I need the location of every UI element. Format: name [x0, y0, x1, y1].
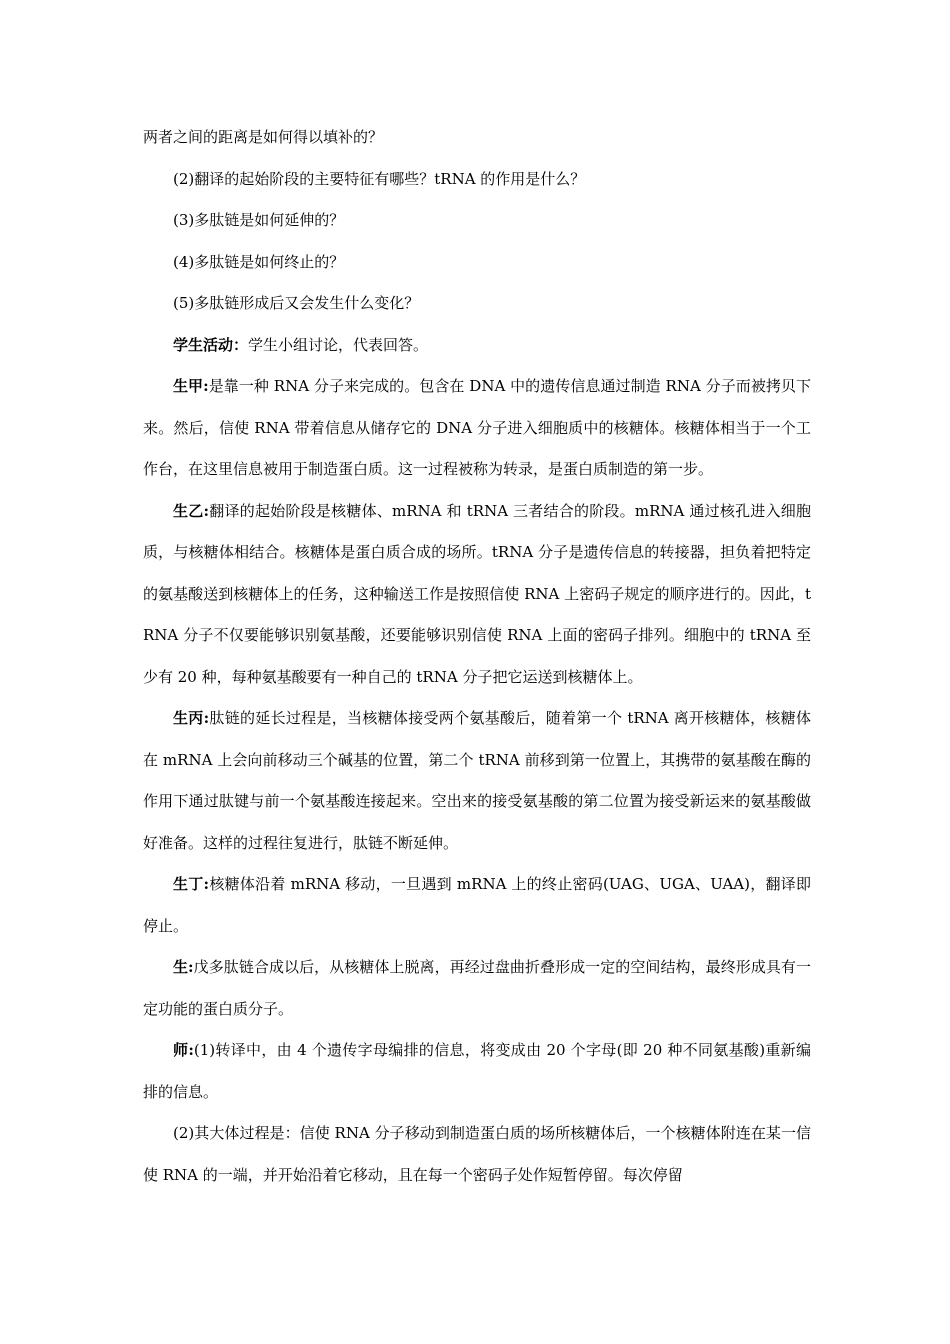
document-page [143, 117, 811, 1196]
question-2: (2)翻译的起始阶段的主要特征有哪些？tRNA 的作用是什么？ [173, 169, 586, 188]
teacher-point-2: (2)其大体过程是：信使 RNA 分子移动到制造蛋白质的场所核糖体后，一个核糖体附连在某一信使 RNA 的一端，并开始沿着它移动，且在每一个密码子处作短暂停留。每次停留 [143, 1124, 811, 1184]
question-5: (5)多肽链形成后又会发生什么变化？ [173, 294, 420, 312]
speaker-label: 生丙: [173, 709, 210, 727]
teacher-text: (1)转译中，由 4 个遗传字母编排的信息，将变成由 20 个字母(即 20 种不同氨基酸)重新编排的信息。 [143, 1041, 811, 1101]
student-activity [143, 325, 811, 367]
answer-text: 戊多肽链合成以后，从核糖体上脱离，再经过盘曲折叠形成一定的空间结构，最终形成具有一定功能的蛋白质分子。 [143, 958, 811, 1018]
student-activity-label: 学生活动： [173, 335, 249, 354]
speaker-label: 生甲: [173, 377, 209, 395]
answer-bing [143, 698, 811, 864]
answer-yi [143, 491, 811, 699]
speaker-label: 生乙: [173, 501, 210, 520]
teacher-point-1 [143, 1030, 811, 1113]
answer-text: 肽链的延长过程是，当核糖体接受两个氨基酸后，随着第一个 tRNA 离开核糖体，核糖体在 mRNA 上会向前移动三个碱基的位置，第二个 tRNA 前移到第一位置上，其携带的氨基酸在酶的作用下通过肽键与前一个氨基酸连接起来。空出来的接受氨基酸的第二位置为接受新运来的氨基酸做好准备。这样的过程往复进行，肽链不断延伸。 [143, 709, 811, 852]
answer-ding [143, 864, 811, 947]
question-4: (4)多肽链是如何终止的？ [173, 252, 345, 271]
teacher-label: 师: [173, 1041, 194, 1059]
answer-text: 翻译的起始阶段是核糖体、mRNA 和 tRNA 三者结合的阶段。mRNA 通过核孔进入细胞质，与核糖体相结合。核糖体是蛋白质合成的场所。tRNA 分子是遗传信息的转接器，担负着把特定的氨基酸送到核糖体上的任务，这种输送工作是按照信使 RNA 上密码子规定的顺序进行的。因此，tRNA 分子不仅要能够识别氨基酸，还要能够识别信使 RNA 上面的密码子排列。细胞中的 tRNA 至少有 20 种，每种氨基酸要有一种自己的 tRNA 分子把它运送到核糖体上。 [143, 501, 811, 686]
student-activity-text: 学生小组讨论，代表回答。 [248, 335, 429, 354]
speaker-label: 生: [173, 958, 194, 976]
speaker-label: 生丁: [173, 875, 210, 893]
answer-jia [143, 366, 811, 491]
question-1-continuation: 两者之间的距离是如何得以填补的？ [143, 128, 384, 146]
answer-wu [143, 947, 811, 1030]
question-3: (3)多肽链是如何延伸的？ [173, 211, 345, 229]
answer-text: 是靠一种 RNA 分子来完成的。包含在 DNA 中的遗传信息通过制造 RNA 分子而被拷贝下来。然后，信使 RNA 带着信息从储存它的 DNA 分子进入细胞质中的核糖体。核糖体相当于一个工作台，在这里信息被用于制造蛋白质。这一过程被称为转录，是蛋白质制造的第一步。 [143, 377, 811, 478]
answer-text: 核糖体沿着 mRNA 移动，一旦遇到 mRNA 上的终止密码(UAG、UGA、UAA)，翻译即停止。 [143, 875, 811, 935]
